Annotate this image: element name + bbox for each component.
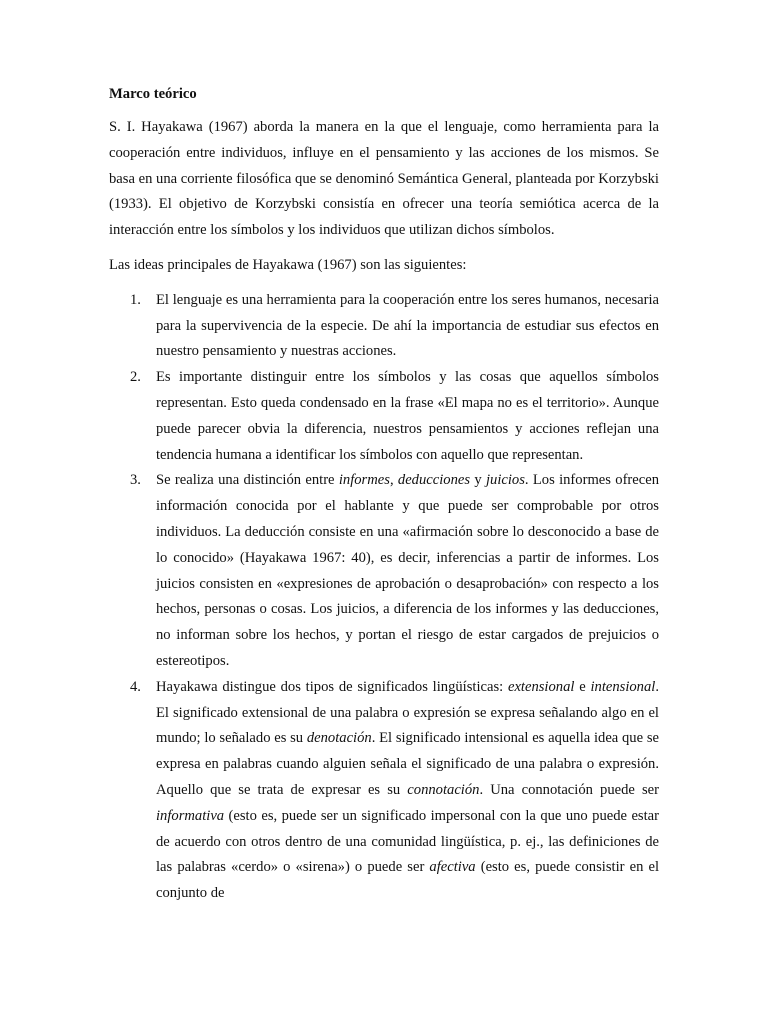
list-number: 2.	[130, 369, 141, 386]
list-intro-paragraph: Las ideas principales de Hayakawa (1967) son las siguientes:	[109, 256, 467, 273]
list-text: El lenguaje es una herramienta para la cooperación entre los seres humanos, necesaria para la supervivencia de la especie. De ahí la importancia de estudiar sus efectos en nuestro pensamiento y nuestras acciones.	[156, 291, 659, 360]
list-text: (esto es, puede ser un significado impersonal con la que uno puede estar de acuerdo con otros dentro de una comunidad lingüística, p. ej., las definiciones de las palabras «cerdo» o «sirena») o puede ser	[156, 807, 659, 876]
term-connotacion: connotación	[407, 781, 480, 798]
list-text: . Una connotación puede ser	[479, 781, 659, 798]
term-denotacion: denotación	[306, 730, 372, 747]
list-text: ,	[389, 472, 398, 489]
list-text: Se realiza una distinción entre	[156, 472, 339, 489]
list-text: y	[470, 472, 486, 489]
term-intensional: intensional	[590, 678, 656, 695]
list-number: 3.	[130, 472, 141, 489]
list-item	[109, 288, 659, 365]
list-number: 4.	[130, 678, 141, 695]
list-text: e	[574, 678, 591, 695]
term-deducciones: deducciones	[397, 472, 471, 489]
list-text: . Los informes ofrecen información conocida por el hablante y que puede ser comprobable por otros individuos. La deducción consiste en una «afirmación sobre lo desconocido a base de lo conocido» (Hayakawa 1967: 40), es decir, inferencias a partir de informes. Los juicios consisten en «expresiones de aprobación o desaprobación» con respecto a los hechos, personas o cosas. Los juicios, a diferencia de los informes y las deducciones, no informan sobre los hechos, y portan el riesgo de estar cargados de prejuicios o estereotipos.	[156, 472, 660, 669]
list-text: Hayakawa distingue dos tipos de significados lingüísticas:	[156, 678, 508, 695]
list-text: (esto es, puede consistir en el conjunto de	[156, 859, 659, 902]
term-juicios: juicios	[485, 472, 525, 489]
term-informes: informes	[338, 472, 390, 489]
list-item	[109, 365, 659, 468]
list-number: 1.	[130, 291, 141, 308]
main-ideas-list	[109, 288, 659, 907]
term-extensional: extensional	[507, 678, 575, 695]
document-body	[109, 84, 659, 907]
list-text: . El significado extensional de una palabra o expresión se expresa señalando algo en el mundo; lo señalado es su	[156, 678, 659, 747]
intro-paragraph: S. I. Hayakawa (1967) aborda la manera en la que el lenguaje, como herramienta para la cooperación entre individuos, influye en el pensamiento y las acciones de los mismos. Se basa en una corriente filosófica que se denominó Semántica General, planteada por Korzybski (1933). El objetivo de Korzybski consistía en ofrecer una teoría semiótica acerca de la interacción entre los símbolos y los individuos que utilizan dichos símbolos.	[109, 119, 659, 239]
list-item	[109, 675, 659, 907]
list-item	[109, 468, 659, 674]
term-informativa: informativa	[156, 807, 225, 824]
list-text: Es importante distinguir entre los símbolos y las cosas que aquellos símbolos representan. Esto queda condensado en la frase «El mapa no es el territorio». Aunque puede parecer obvia la diferencia, nuestros pensamientos y acciones reflejan una tendencia humana a identificar los símbolos con aquello que representan.	[156, 369, 659, 463]
section-heading: Marco teórico	[109, 86, 197, 102]
list-text: . El significado intensional es aquella idea que se expresa en palabras cuando alguien señala el significado de una palabra o expresión. Aquello que se trata de expresar es su	[156, 730, 659, 798]
term-afectiva: afectiva	[429, 859, 476, 876]
